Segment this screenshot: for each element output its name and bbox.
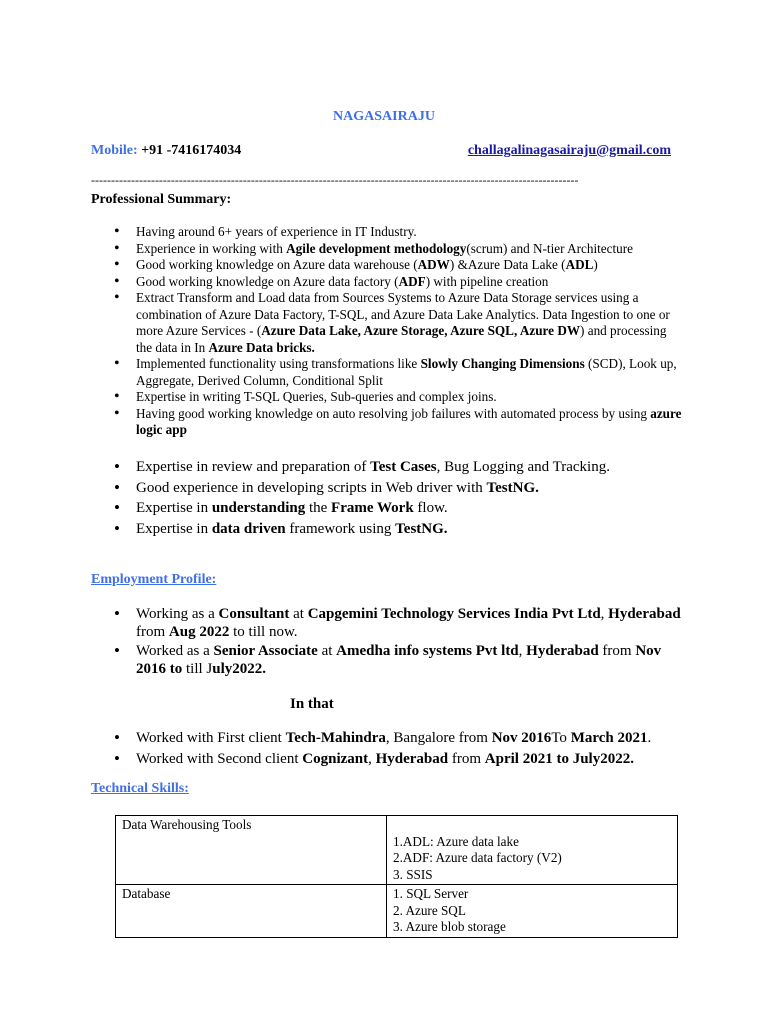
bold-text: Hyderabad <box>608 606 681 622</box>
bold-text: understanding <box>211 500 306 516</box>
text-segment: from <box>136 624 169 640</box>
list-item <box>112 498 682 519</box>
text-segment: from <box>598 643 636 659</box>
text-segment: . <box>647 730 652 746</box>
text-segment: flow. <box>413 500 448 516</box>
text-segment: Working as a <box>136 606 219 622</box>
text-segment: at <box>289 606 308 622</box>
bold-text: azure logic app <box>136 405 682 437</box>
list-item <box>112 224 682 241</box>
mobile-number: +91 -7416174034 <box>137 143 242 158</box>
bold-text: Nov 2016 <box>491 730 552 746</box>
table-row <box>116 816 678 885</box>
text-segment: Having around 6+ years of experience in IT Industry. <box>136 224 417 239</box>
text-segment: Expertise in <box>136 500 212 516</box>
text-segment: , Bug Logging and Tracking. <box>436 459 610 475</box>
bold-text: ADL <box>565 257 594 272</box>
bold-text: Hyderabad <box>375 750 449 767</box>
text-segment: Worked with Second client <box>136 750 303 767</box>
employment-list <box>112 605 682 678</box>
text-segment: at <box>317 643 337 659</box>
skill-value: 2. Azure SQL <box>393 902 466 918</box>
text-segment: Worked with First client <box>136 730 286 746</box>
bold-text: data driven <box>211 520 286 537</box>
skill-value: 1. SQL Server <box>393 886 469 901</box>
list-item <box>112 457 682 478</box>
text-segment: Expertise in writing T-SQL Queries, Sub-queries and complex joins. <box>136 389 497 404</box>
bold-text: uly2022. <box>212 661 267 677</box>
list-item <box>112 290 682 356</box>
text-segment: Expertise in review and preparation of <box>136 459 371 475</box>
skill-value: 3. SSIS <box>393 866 433 882</box>
text-segment: To <box>551 730 571 746</box>
text-segment: Expertise in <box>136 520 212 537</box>
text-segment: to till now. <box>229 624 298 640</box>
skill-values <box>387 885 678 938</box>
list-item <box>112 406 682 439</box>
skill-value: 1.ADL: Azure data lake <box>393 833 519 849</box>
list-item <box>112 605 682 641</box>
text-segment: , <box>600 606 609 622</box>
bold-text: Cognizant <box>302 750 369 767</box>
bold-text: March 2021 <box>570 730 648 746</box>
text-segment: (SCD), Look up, Aggregate, Derived Column, Conditional Split <box>136 356 677 388</box>
bold-text: Hyderabad <box>526 643 599 659</box>
text-segment: the <box>305 500 332 516</box>
mobile-line <box>91 143 241 159</box>
skills-table <box>115 815 678 938</box>
bold-text: Nov 2016 to <box>136 643 662 677</box>
bold-text: ADW <box>417 257 450 272</box>
skill-values <box>387 816 678 885</box>
list-item <box>112 257 682 274</box>
bold-text: Slowly Changing Dimensions <box>420 356 585 371</box>
bold-text: Amedha info systems Pvt ltd <box>336 643 519 659</box>
text-segment: till J <box>182 661 213 677</box>
skill-value: 3. Azure blob storage <box>393 919 506 934</box>
email-link[interactable]: challagalinagasairaju@gmail.com <box>467 143 671 158</box>
text-segment: ) and processing the data in In <box>136 323 667 355</box>
text-segment: framework using <box>285 520 396 537</box>
text-segment: ) with pipeline creation <box>425 273 549 289</box>
bold-text: Azure Data Lake, Azure Storage, Azure SQL, Azure DW <box>261 323 581 338</box>
text-segment: Implemented functionality using transformations like <box>136 356 421 371</box>
divider-line: -------------------------------------------------------------------------------------------------------------------------- <box>91 173 579 187</box>
technical-skills-heading: Technical Skills: <box>91 781 189 796</box>
list-item <box>112 356 682 389</box>
bold-text: Senior Associate <box>213 643 318 659</box>
skill-value: 2.ADF: Azure data factory (V2) <box>393 850 562 865</box>
list-item <box>112 519 682 540</box>
bold-text: Consultant <box>218 606 290 622</box>
text-segment: , <box>368 750 376 767</box>
mobile-label: Mobile: <box>91 143 138 158</box>
text-segment: from <box>448 750 485 767</box>
client-list <box>112 728 682 769</box>
bold-text: Agile development methodology <box>286 240 467 256</box>
bold-text: TestNG. <box>486 479 539 496</box>
list-item <box>112 274 682 291</box>
text-segment: Good working knowledge on Azure data factory ( <box>136 273 399 289</box>
bold-text: ADF <box>398 273 426 289</box>
skill-category: Database <box>116 885 387 938</box>
employment-profile-heading: Employment Profile: <box>91 572 217 587</box>
candidate-name: NAGASAIRAJU <box>333 109 435 124</box>
text-segment: ) &Azure Data Lake ( <box>449 257 566 272</box>
text-segment: ) <box>593 257 598 272</box>
bold-text: Tech-Mahindra <box>285 730 386 746</box>
summary-list-large <box>112 457 682 539</box>
text-segment: Worked as a <box>136 643 214 659</box>
professional-summary-heading: Professional Summary: <box>91 192 232 207</box>
text-segment: , Bangalore from <box>385 730 492 746</box>
text-segment: , <box>518 643 527 659</box>
bold-text: April 2021 to July2022. <box>484 750 634 767</box>
bold-text: TestNG. <box>395 520 448 537</box>
in-that-label: In that <box>290 696 334 712</box>
bold-text: Capgemini Technology Services India Pvt Ltd <box>307 606 601 622</box>
list-item <box>112 241 682 258</box>
text-segment: (scrum) and N-tier Architecture <box>466 240 633 256</box>
list-item <box>112 728 682 749</box>
list-item <box>112 642 682 678</box>
summary-list <box>112 224 682 439</box>
list-item <box>112 749 682 770</box>
bold-text: Azure Data bricks. <box>208 339 315 355</box>
text-segment: Having good working knowledge on auto resolving job failures with automated process by using <box>136 405 651 421</box>
text-segment: Good working knowledge on Azure data warehouse ( <box>136 257 418 272</box>
text-segment: Experience in working with <box>136 240 287 256</box>
list-item <box>112 389 682 406</box>
bold-text: Test Cases <box>370 459 437 475</box>
list-item <box>112 478 682 499</box>
skill-category: Data Warehousing Tools <box>116 816 387 885</box>
table-row <box>116 885 678 938</box>
bold-text: Aug 2022 <box>168 624 230 640</box>
text-segment: Extract Transform and Load data from Sources Systems to Azure Data Storage services using a combination of Azure Data Factory, T-SQL, and Azure Data Lake Analytics. Data Ingestion to one or more Azure Services - ( <box>136 290 670 338</box>
text-segment: Good experience in developing scripts in Web driver with <box>136 479 487 496</box>
bold-text: Frame Work <box>331 500 414 516</box>
